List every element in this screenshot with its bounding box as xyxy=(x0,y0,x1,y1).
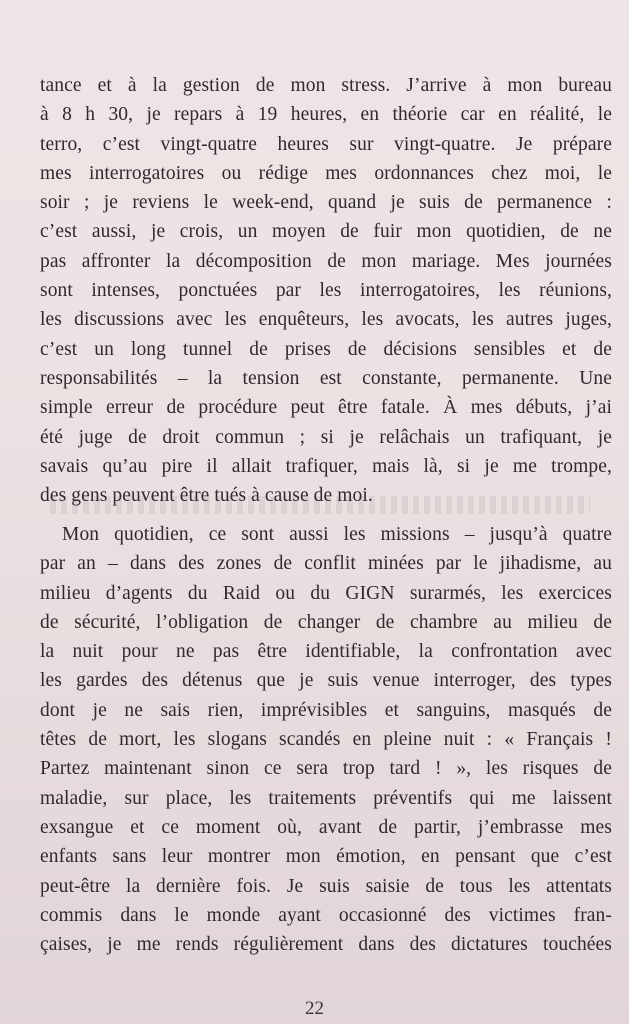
text-line: milieu d’agents du Raid ou du GIGN surarmés, les exercices xyxy=(40,582,612,604)
text-line: c’est un long tunnel de prises de décisions sensibles et de xyxy=(40,338,612,360)
text-line: Partez maintenant sinon ce sera trop tard ! », les risques de xyxy=(40,758,612,780)
text-line: têtes de mort, les slogans scandés en pleine nuit : « Français ! xyxy=(40,729,612,751)
text-line: les gardes des détenus que je suis venue interroger, des types xyxy=(40,670,612,692)
text-line: dont je ne sais rien, imprévisibles et sanguins, masqués de xyxy=(40,699,612,721)
text-line: responsabilités – la tension est constante, permanente. Une xyxy=(40,367,612,389)
text-line: été juge de droit commun ; si je relâchais un trafiquant, je xyxy=(40,426,612,448)
text-line: exsangue et ce moment où, avant de partir, j’embrasse mes xyxy=(40,816,612,838)
text-line: de sécurité, l’obligation de changer de chambre au milieu de xyxy=(40,611,612,633)
text-line: enfants sans leur montrer mon émotion, en pensant que c’est xyxy=(40,846,612,868)
text-line: çaises, je me rends régulièrement dans des dictatures touchées xyxy=(40,934,612,956)
text-line: pas affronter la décomposition de mon mariage. Mes journées xyxy=(40,250,612,272)
text-line: terro, c’est vingt-quatre heures sur vingt-quatre. Je prépare xyxy=(40,133,612,155)
text-line: les discussions avec les enquêteurs, les avocats, les autres juges, xyxy=(40,309,612,331)
page-number: 22 xyxy=(305,998,324,1019)
text-line: savais qu’au pire il allait trafiquer, mais là, si je me trompe, xyxy=(40,455,612,477)
text-line: des gens peuvent être tués à cause de moi. xyxy=(40,485,373,507)
paragraph-2 xyxy=(40,520,612,959)
text-line: soir ; je reviens le week-end, quand je suis de permanence : xyxy=(40,192,612,214)
text-line: la nuit pour ne pas être identifiable, la confrontation avec xyxy=(40,641,612,663)
text-line: tance et à la gestion de mon stress. J’arrive à mon bureau xyxy=(40,75,612,96)
text-line: à 8 h 30, je repars à 19 heures, en théorie car en réalité, le xyxy=(40,104,612,126)
text-line: sont intenses, ponctuées par les interrogatoires, les réunions, xyxy=(40,280,612,302)
text-line: Mon quotidien, ce sont aussi les missions – jusqu’à quatre xyxy=(62,524,612,545)
text-line: maladie, sur place, les traitements préventifs qui me laissent xyxy=(40,787,612,809)
text-line: c’est aussi, je crois, un moyen de fuir mon quotidien, de ne xyxy=(40,221,612,243)
text-line: par an – dans des zones de conflit minées par le jihadisme, au xyxy=(40,553,612,575)
text-line: commis dans le monde ayant occasionné des victimes fran- xyxy=(40,904,612,926)
text-line: simple erreur de procédure peut être fatale. À mes débuts, j’ai xyxy=(40,397,612,419)
text-line: peut-être la dernière fois. Je suis saisie de tous les attentats xyxy=(40,875,612,897)
text-line: mes interrogatoires ou rédige mes ordonnances chez moi, le xyxy=(40,162,612,184)
paragraph-1 xyxy=(40,71,612,510)
